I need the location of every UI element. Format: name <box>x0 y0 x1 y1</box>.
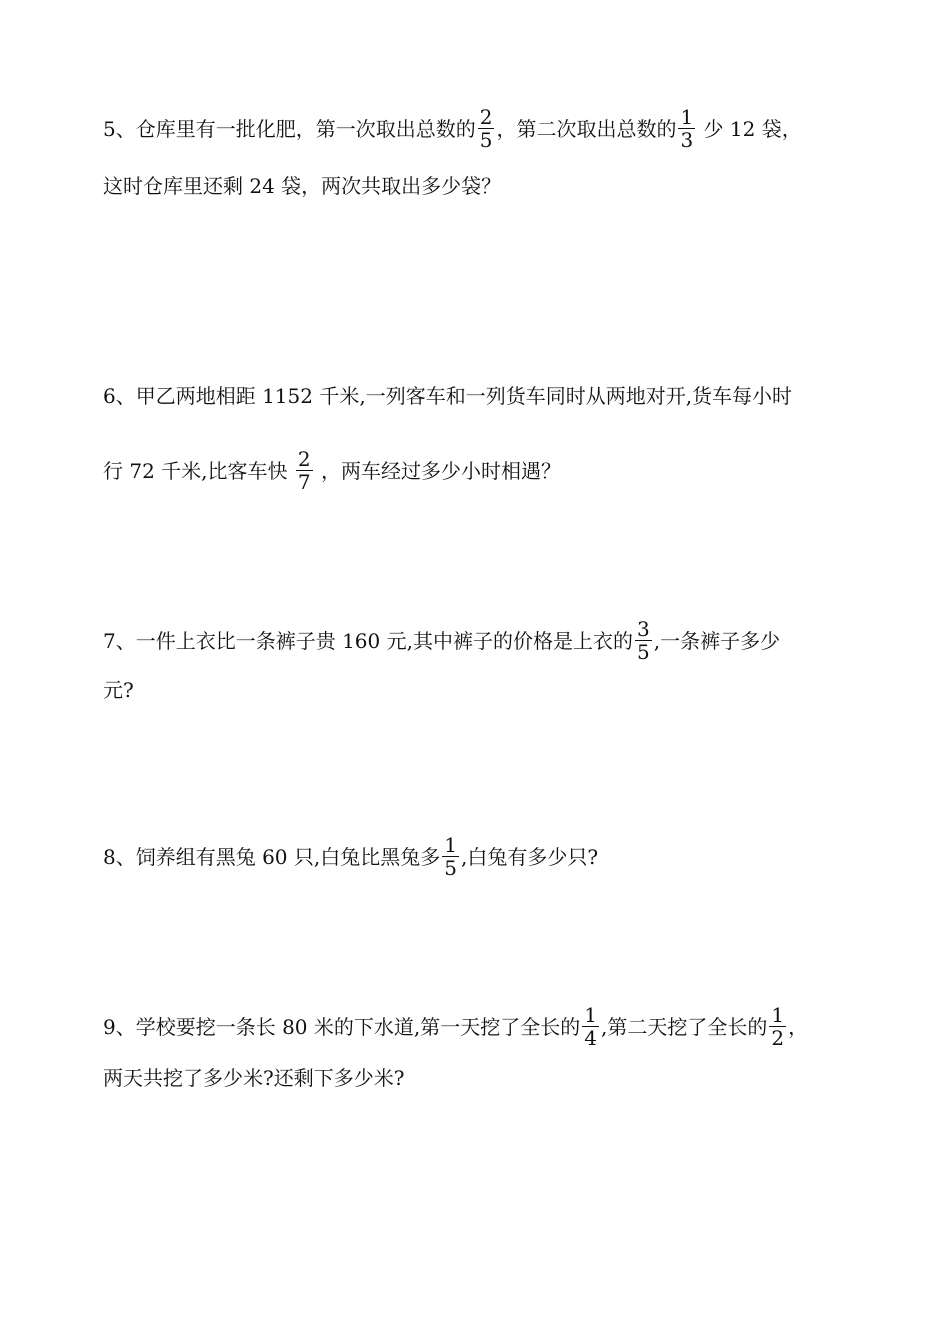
problem-5-line-1 <box>103 106 802 151</box>
problem-6-line-2 <box>103 448 561 493</box>
fraction-denominator: 2 <box>771 1026 785 1050</box>
problem-9-line-2 <box>103 1066 404 1090</box>
fraction <box>582 1004 599 1049</box>
text-run: 两天共挖了多少米?还剩下多少米? <box>103 1066 405 1090</box>
text-run: 少 12 袋， <box>697 116 802 141</box>
fraction <box>296 448 313 493</box>
problem-7-line-2 <box>103 678 134 702</box>
problem-7-line-1 <box>103 618 780 663</box>
text-run: ， <box>788 1014 809 1039</box>
fraction <box>478 106 495 151</box>
text-run: ，两车经过多少小时相遇？ <box>314 458 561 483</box>
fraction-numerator: 1 <box>771 1003 785 1027</box>
text-run: 这时仓库里还剩 24 袋，两次共取出多少袋？ <box>103 174 502 198</box>
text-run: 元? <box>103 678 134 702</box>
fraction <box>635 618 652 663</box>
text-run: ,白兔有多少只? <box>460 844 599 869</box>
fraction-denominator: 3 <box>680 128 694 152</box>
text-run: ,第二天挖了全长的 <box>600 1014 768 1039</box>
fraction-denominator: 5 <box>479 128 493 152</box>
fraction-numerator: 2 <box>479 105 493 129</box>
problem-6-line-1 <box>103 384 792 408</box>
fraction-numerator: 2 <box>297 447 311 471</box>
text-run: ，第二次取出总数的 <box>496 116 677 141</box>
fraction <box>442 834 459 879</box>
fraction <box>769 1004 786 1049</box>
fraction-denominator: 5 <box>444 856 457 880</box>
text-run: 8、饲养组有黑兔 60 只,白兔比黑兔多 <box>103 844 441 869</box>
fraction-numerator: 1 <box>444 833 457 857</box>
problem-9-line-1 <box>103 1004 808 1049</box>
text-run: 行 72 千米,比客车快 <box>103 458 294 483</box>
problem-5-line-2 <box>103 174 501 198</box>
fraction-denominator: 5 <box>636 640 650 664</box>
text-run: 9、学校要挖一条长 80 米的下水道,第一天挖了全长的 <box>103 1014 581 1039</box>
text-run: 6、甲乙两地相距 1152 千米,一列客车和一列货车同时从两地对开,货车每小时 <box>103 384 793 408</box>
fraction-denominator: 4 <box>584 1026 597 1050</box>
text-run: 5、仓库里有一批化肥，第一次取出总数的 <box>103 116 476 141</box>
fraction-numerator: 3 <box>636 617 650 641</box>
fraction-numerator: 1 <box>680 105 694 129</box>
fraction <box>678 106 695 151</box>
fraction-denominator: 7 <box>297 470 311 494</box>
problem-8-line-1 <box>103 834 598 879</box>
text-run: 7、一件上衣比一条裤子贵 160 元,其中裤子的价格是上衣的 <box>103 628 633 653</box>
fraction-numerator: 1 <box>584 1003 597 1027</box>
text-run: ,一条裤子多少 <box>653 628 781 653</box>
